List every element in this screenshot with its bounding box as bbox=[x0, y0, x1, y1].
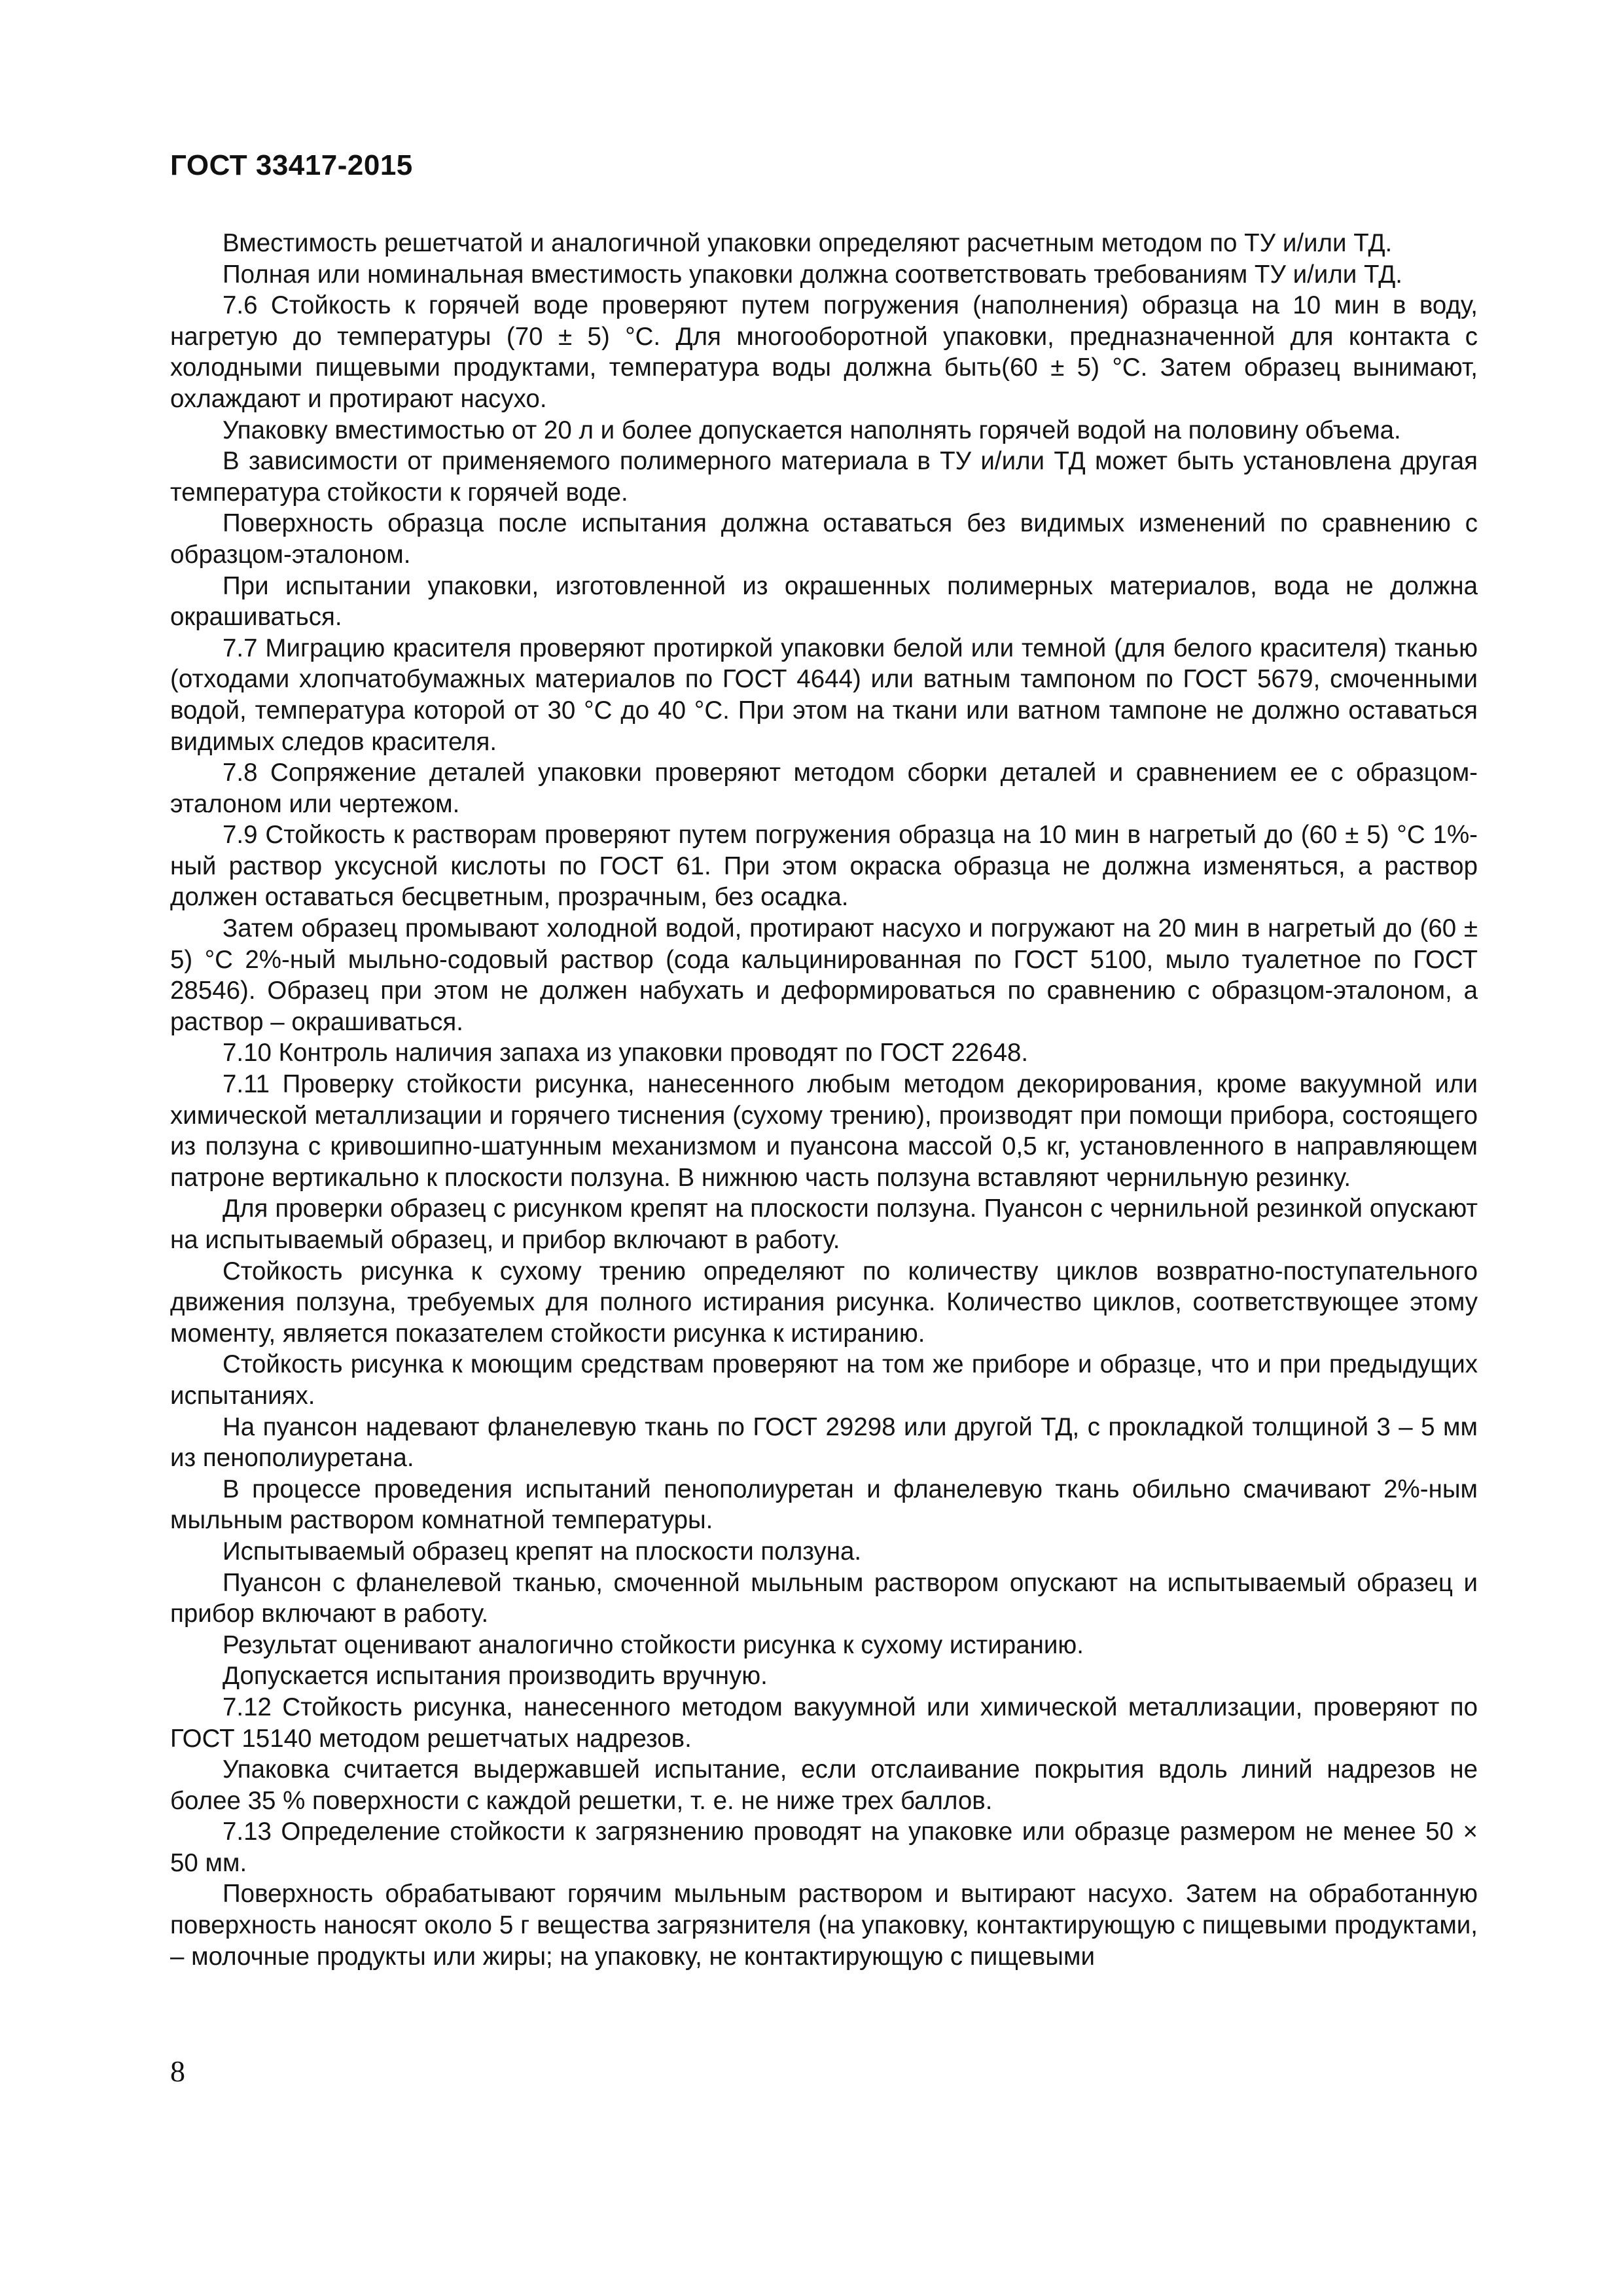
document-body bbox=[170, 228, 1478, 1972]
paragraph: 7.11 Проверку стойкости рисунка, нанесенного любым методом декорирования, кроме вакуумной или химической металлизации и горячего тиснения (сухому трению), производят при помощи прибора, состоящего из ползуна с кривошипно-шатунным механизмом и пуансона массой 0,5 кг, установленного в направляющем патроне вертикально к плоскости ползуна. В нижнюю часть ползуна вставляют чернильную резинку. bbox=[170, 1070, 1478, 1192]
paragraph: 7.7 Миграцию красителя проверяют протиркой упаковки белой или темной (для белого красителя) тканью (отходами хлопчатобумажных материалов по ГОСТ 4644) или ватным тампоном по ГОСТ 5679, смоченными водой, температура которой от 30 °С до 40 °С. При этом на ткани или ватном тампоне не должно оставаться видимых следов красителя. bbox=[170, 634, 1478, 756]
document-header: ГОСТ 33417-2015 bbox=[170, 149, 413, 181]
paragraph: В зависимости от применяемого полимерного материала в ТУ и/или ТД может быть установлена другая температура стойкости к горячей воде. bbox=[170, 447, 1478, 507]
paragraph: Стойкость рисунка к сухому трению определяют по количеству циклов возвратно-поступательного движения ползуна, требуемых для полного истирания рисунка. Количество циклов, соответствующее этому моменту, является показателем стойкости рисунка к истиранию. bbox=[170, 1257, 1478, 1348]
paragraph: Упаковка считается выдержавшей испытание, если отслаивание покрытия вдоль линий надрезов не более 35 % поверхности с каждой решетки, т. е. не ниже трех баллов. bbox=[170, 1755, 1478, 1815]
paragraph: Пуансон с фланелевой тканью, смоченной мыльным раствором опускают на испытываемый образец и прибор включают в работу. bbox=[170, 1568, 1478, 1628]
paragraph: В процессе проведения испытаний пенополиуретан и фланелевую ткань обильно смачивают 2%-ным мыльным раствором комнатной температуры. bbox=[170, 1475, 1478, 1535]
paragraph: Результат оценивают аналогично стойкости рисунка к сухому истиранию. bbox=[223, 1630, 1084, 1659]
paragraph: Испытываемый образец крепят на плоскости ползуна. bbox=[223, 1537, 862, 1566]
paragraph: 7.13 Определение стойкости к загрязнению проводят на упаковке или образце размером не менее 50 × 50 мм. bbox=[170, 1818, 1478, 1877]
paragraph: 7.10 Контроль наличия запаха из упаковки проводят по ГОСТ 22648. bbox=[223, 1039, 1029, 1067]
paragraph: Для проверки образец с рисунком крепят на плоскости ползуна. Пуансон с чернильной резинкой опускают на испытываемый образец, и прибор включают в работу. bbox=[170, 1194, 1478, 1254]
page-number: 8 bbox=[170, 2054, 185, 2088]
paragraph: Затем образец промывают холодной водой, протирают насухо и погружают на 20 мин в нагретый до (60 ± 5) °С 2%-ный мыльно-содовый раствор (сода кальцинированная по ГОСТ 5100, мыло туалетное по ГОСТ 28546). Образец при этом не должен набухать и деформироваться по сравнению с образцом-эталоном, а раствор – окрашиваться. bbox=[170, 914, 1478, 1036]
paragraph: Полная или номинальная вместимость упаковки должна соответствовать требованиям ТУ и/или ТД. bbox=[223, 260, 1402, 289]
paragraph: Поверхность обрабатывают горячим мыльным раствором и вытирают насухо. Затем на обработанную поверхность наносят около 5 г вещества загрязнителя (на упаковку, контактирующую с пищевыми продуктами, – молочные продукты или жиры; на упаковку, не контактирующую с пищевыми bbox=[170, 1880, 1478, 1971]
paragraph: Допускается испытания производить вручную. bbox=[223, 1662, 768, 1691]
paragraph: Упаковку вместимостью от 20 л и более допускается наполнять горячей водой на половину объема. bbox=[223, 416, 1401, 444]
paragraph: 7.12 Стойкость рисунка, нанесенного методом вакуумной или химической металлизации, проверяют по ГОСТ 15140 методом решетчатых надрезов. bbox=[170, 1693, 1478, 1753]
paragraph: 7.8 Сопряжение деталей упаковки проверяют методом сборки деталей и сравнением ее с образцом-эталоном или чертежом. bbox=[170, 759, 1478, 818]
paragraph: Вместимость решетчатой и аналогичной упаковки определяют расчетным методом по ТУ и/или ТД. bbox=[223, 229, 1393, 257]
paragraph: Стойкость рисунка к моющим средствам проверяют на том же приборе и образце, что и при предыдущих испытаниях. bbox=[170, 1350, 1478, 1410]
paragraph: 7.6 Стойкость к горячей воде проверяют путем погружения (наполнения) образца на 10 мин в воду, нагретую до температуры (70 ± 5) °С. Для многооборотной упаковки, предназначенной для контакта с холодными пищевыми продуктами, температура воды должна быть(60 ± 5) °С. Затем образец вынимают, охлаждают и протирают насухо. bbox=[170, 291, 1478, 413]
paragraph: 7.9 Стойкость к растворам проверяют путем погружения образца на 10 мин в нагретый до (60 ± 5) °С 1%-ный раствор уксусной кислоты по ГОСТ 61. При этом окраска образца не должна изменяться, а раствор должен оставаться бесцветным, прозрачным, без осадка. bbox=[170, 821, 1478, 912]
paragraph: При испытании упаковки, изготовленной из окрашенных полимерных материалов, вода не должна окрашиваться. bbox=[170, 571, 1478, 632]
paragraph: Поверхность образца после испытания должна оставаться без видимых изменений по сравнению с образцом-эталоном. bbox=[170, 509, 1478, 569]
paragraph: На пуансон надевают фланелевую ткань по ГОСТ 29298 или другой ТД, с прокладкой толщиной 3 – 5 мм из пенополиуретана. bbox=[170, 1412, 1478, 1473]
